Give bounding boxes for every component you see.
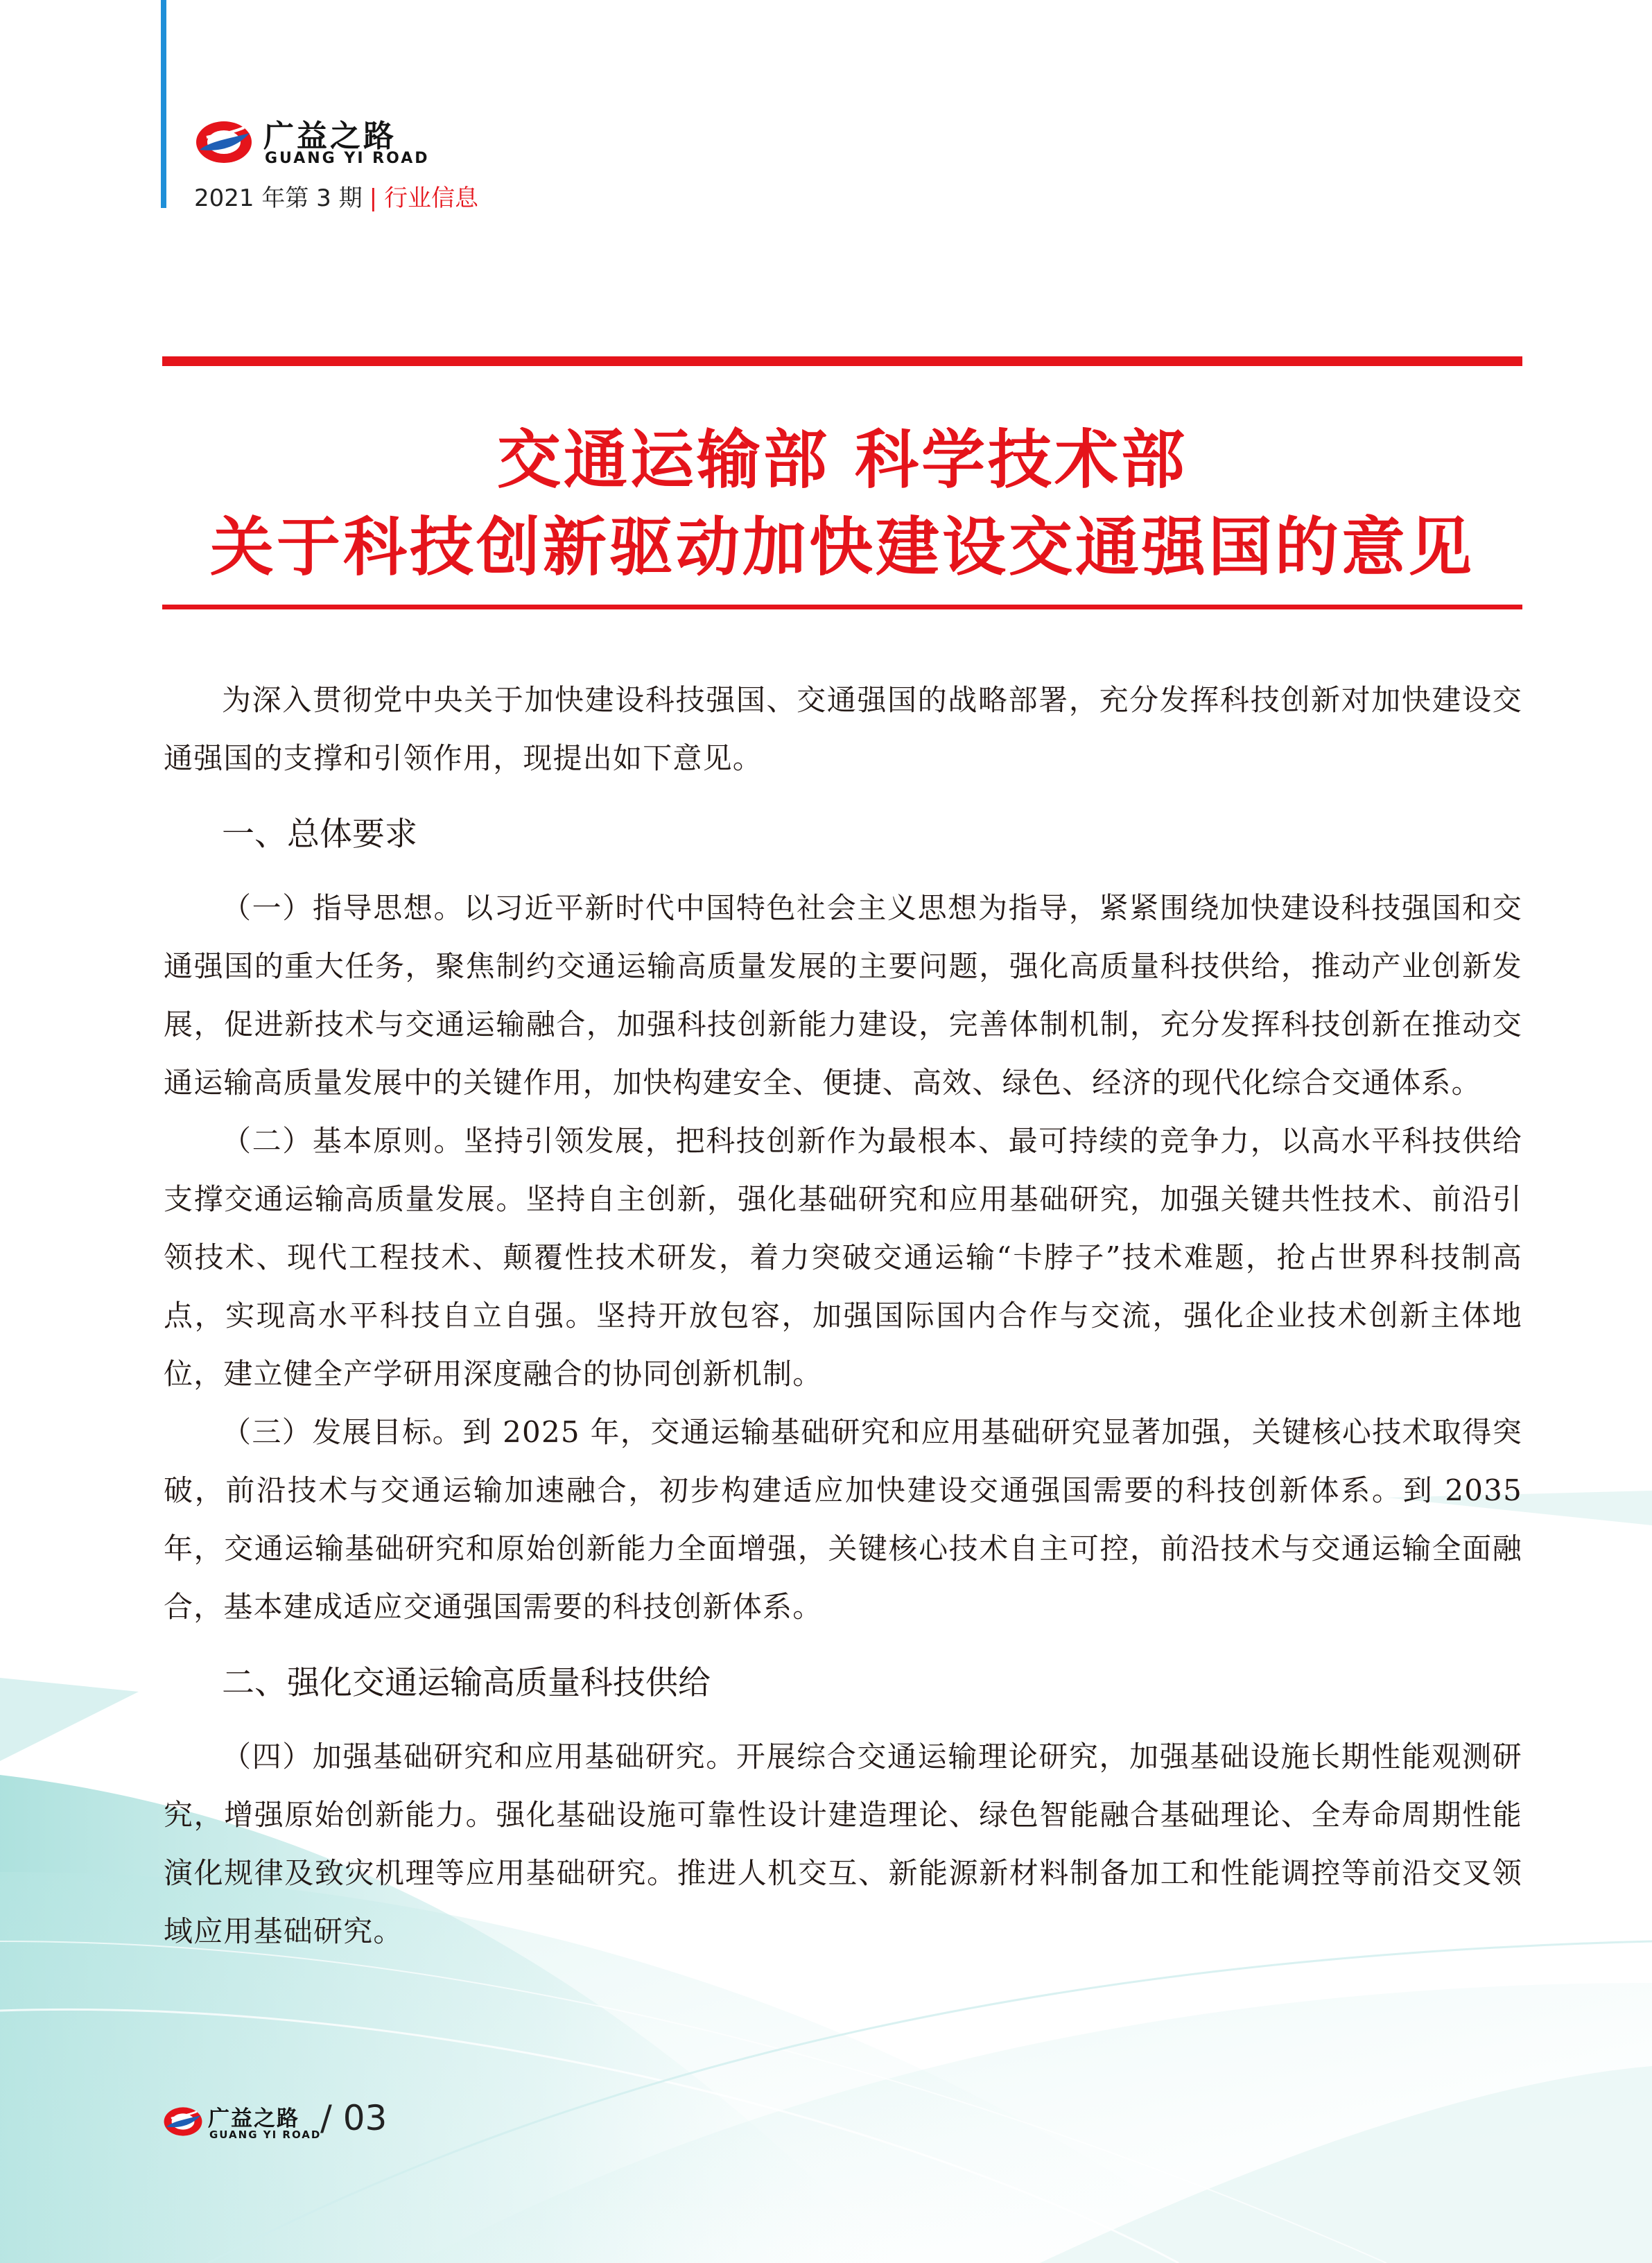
page-number: / 03 — [320, 2098, 388, 2138]
section-name: 行业信息 — [384, 184, 479, 212]
header-accent-bar — [161, 0, 166, 208]
section-heading: 一、总体要求 — [222, 815, 417, 853]
paragraph: （四）加强基础研究和应用基础研究。开展综合交通运输理论研究，加强基础设施长期性能观测研究，增强原始创新能力。强化基础设施可靠性设计建造理论、绿色智能融合基础理论、全寿命周期性能演化规律及致灾机理等应用基础研究。推进人机交互、新能源新材料制备加工和性能调控等前沿交叉领域应用基础研究。 — [164, 1740, 1522, 1948]
paragraph: （一）指导思想。以习近平新时代中国特色社会主义思想为指导，紧紧围绕加快建设科技强国和交通强国的重大任务，聚焦制约交通运输高质量发展的主要问题，强化高质量科技供给，推动产业创新发展，促进新技术与交通运输融合，加强科技创新能力建设，完善体制机制，充分发挥科技创新在推动交通运输高质量发展中的关键作用，加快构建安全、便捷、高效、绿色、经济的现代化综合交通体系。 — [164, 891, 1522, 1100]
article-body — [164, 671, 1522, 1961]
page-title-line-1: 交通运输部 科学技术部 — [496, 423, 1188, 497]
page-title-line-2: 关于科技创新驱动加快建设交通强国的意见 — [209, 510, 1475, 584]
guangyi-logo-icon — [194, 118, 254, 166]
issue-number: 2021 年第 3 期 — [194, 184, 363, 212]
header-logo-text: 广益之路 — [263, 119, 397, 154]
title-rule-top — [162, 356, 1522, 366]
footer-logo-text: 广益之路 — [208, 2106, 299, 2131]
issue-separator: | — [369, 184, 378, 212]
header-logo — [194, 111, 444, 173]
paragraph: （二）基本原则。坚持引领发展，把科技创新作为最根本、最可持续的竞争力，以高水平科技供给支撑交通运输高质量发展。坚持自主创新，强化基础研究和应用基础研究，加强关键共性技术、前沿引领技术、现代工程技术、颠覆性技术研发，着力突破交通运输“卡脖子”技术难题，抢占世界科技制高点，实现高水平科技自立自强。坚持开放包容，加强国际国内合作与交流，强化企业技术创新主体地位，建立健全产学研用深度融合的协同创新机制。 — [164, 1124, 1522, 1391]
issue-info — [194, 179, 478, 213]
title-rule-bottom — [162, 605, 1522, 609]
guangyi-logo-icon — [162, 2105, 204, 2138]
page-footer — [162, 2099, 453, 2155]
section-heading: 二、强化交通运输高质量科技供给 — [222, 1664, 711, 1702]
header-logo-subtext: GUANG YI ROAD — [265, 150, 430, 167]
paragraph: （三）发展目标。到 2025 年，交通运输基础研究和应用基础研究显著加强，关键核心技术取得突破，前沿技术与交通运输加速融合，初步构建适应加快建设交通强国需要的科技创新体系。到 2035 年，交通运输基础研究和原始创新能力全面增强，关键核心技术自主可控，前沿技术与交通运输全面融合，基本建成适应交通强国需要的科技创新体系。 — [164, 1415, 1522, 1624]
intro-paragraph: 为深入贯彻党中央关于加快建设科技强国、交通强国的战略部署，充分发挥科技创新对加快建设交通强国的支撑和引领作用，现提出如下意见。 — [164, 683, 1522, 775]
footer-logo-subtext: GUANG YI ROAD — [209, 2128, 322, 2141]
